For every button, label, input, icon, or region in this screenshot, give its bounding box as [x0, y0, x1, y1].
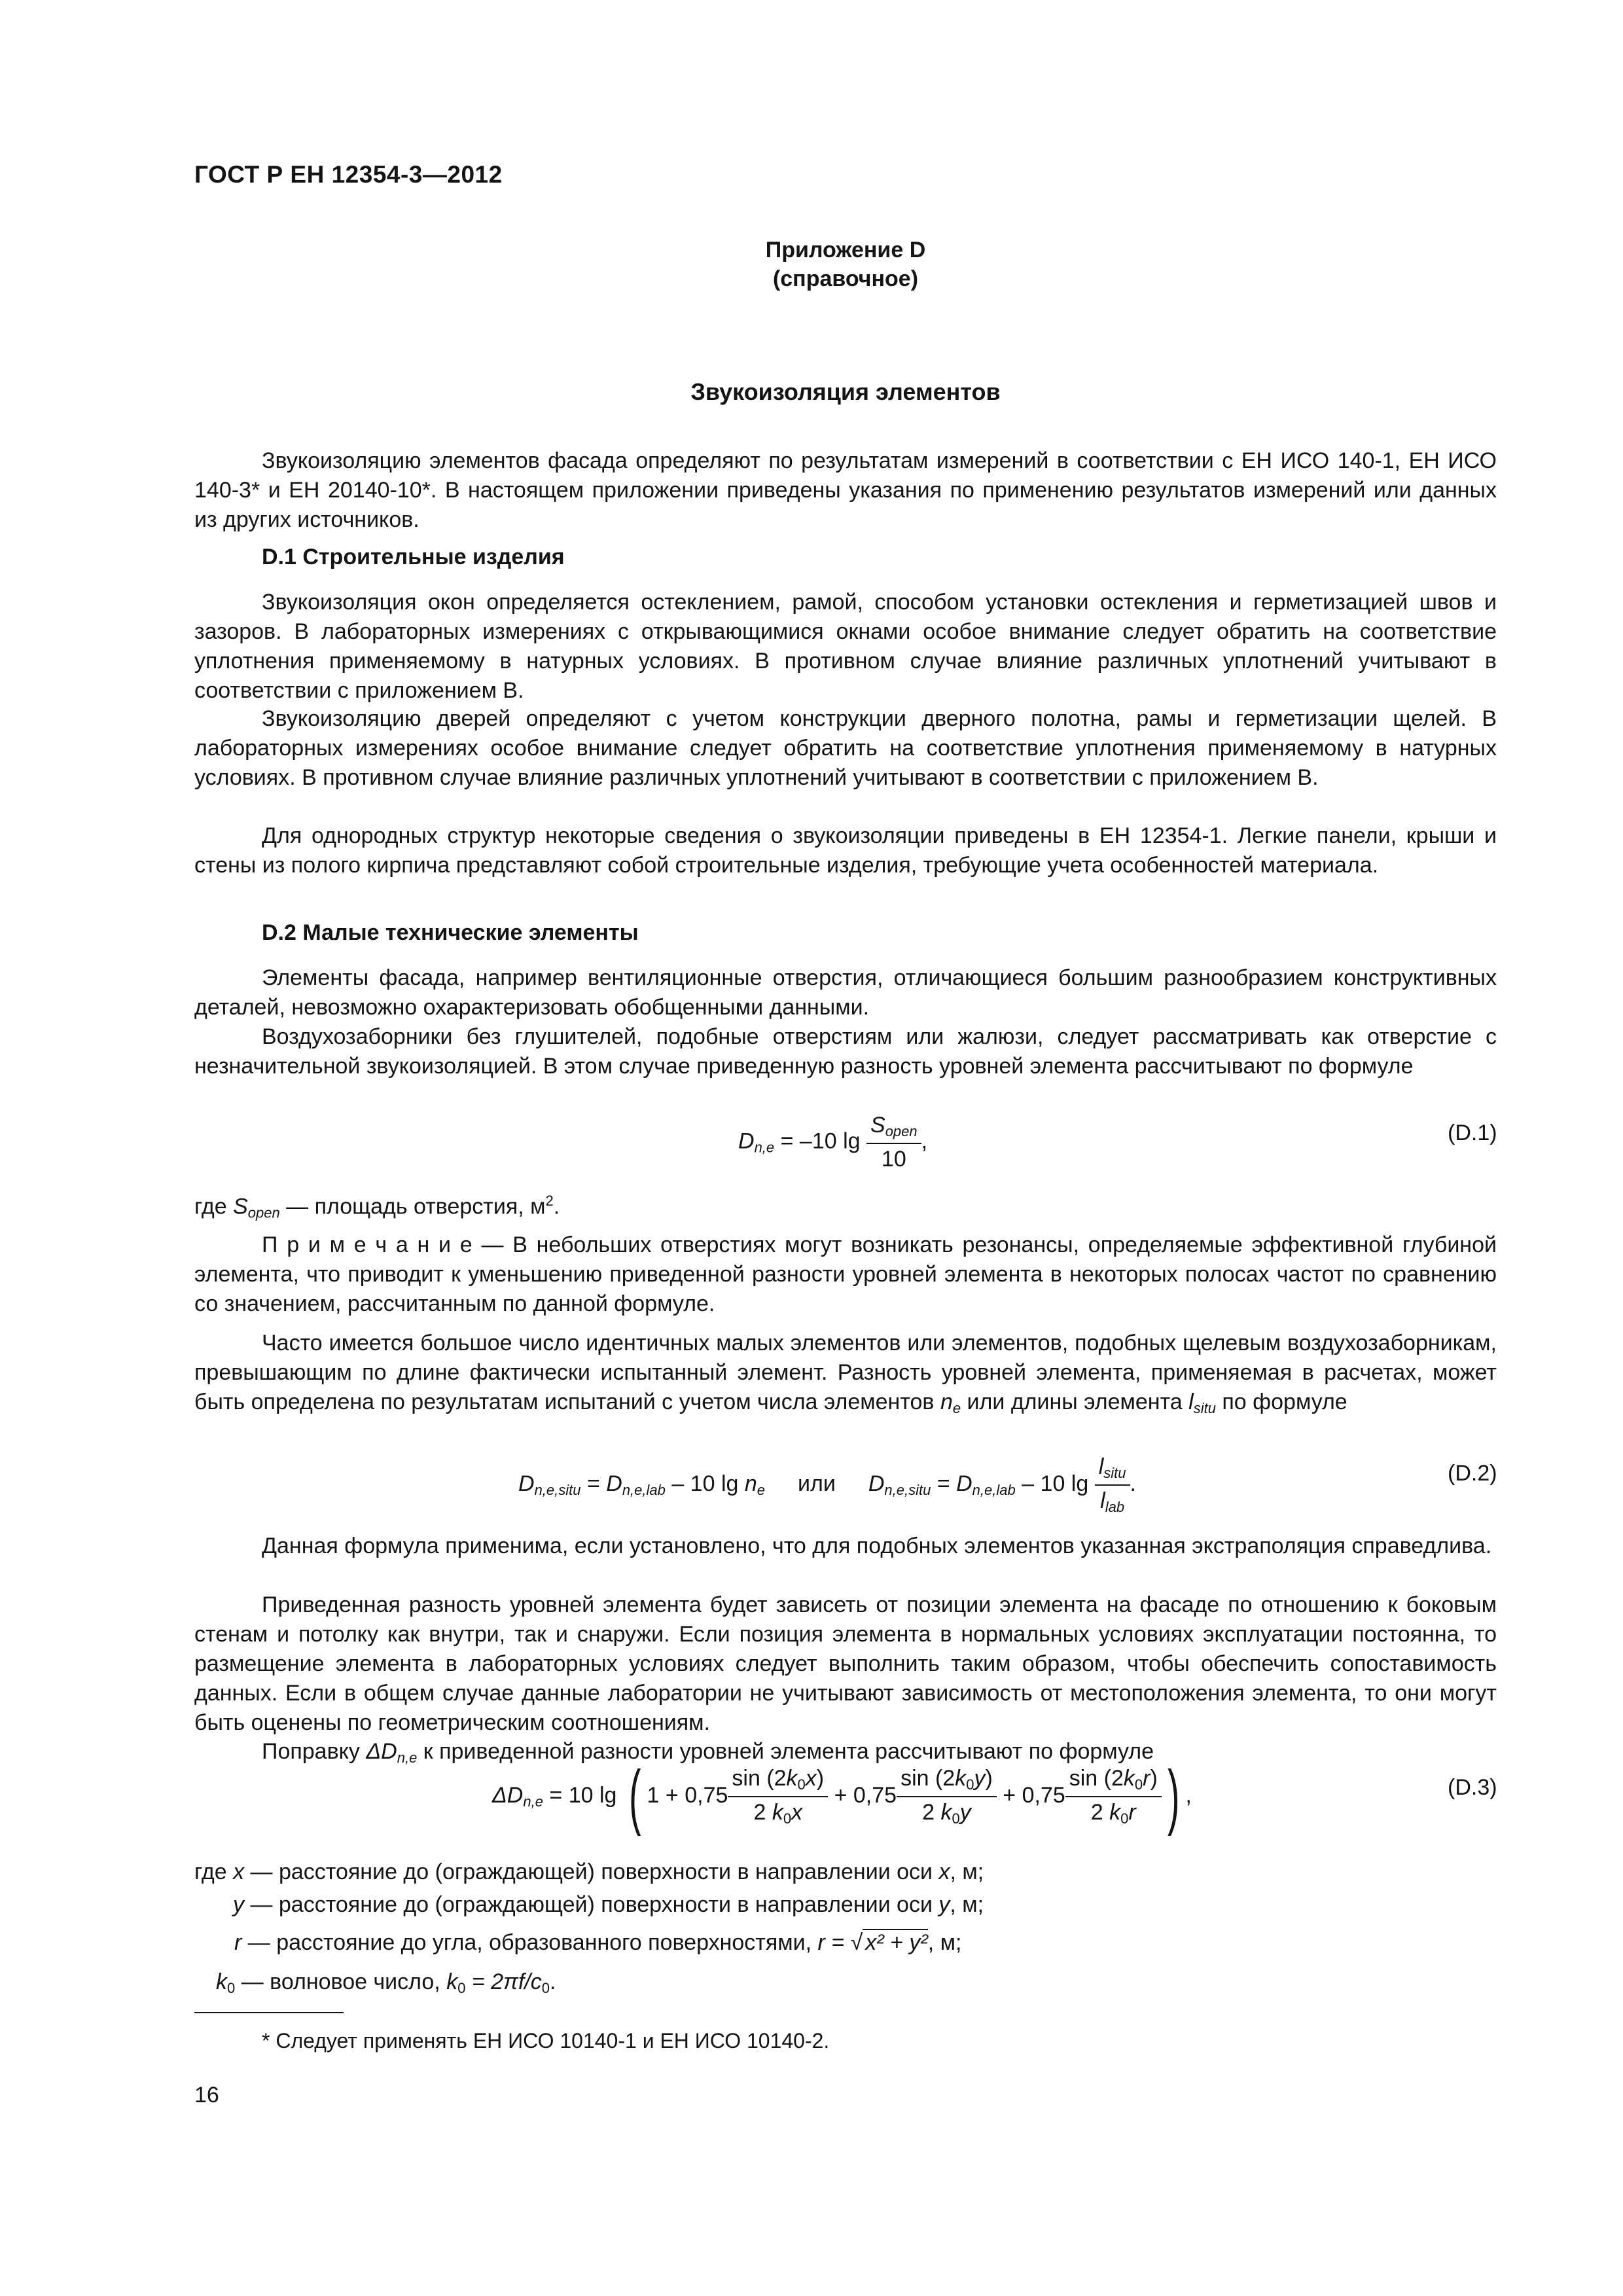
footnote-separator	[194, 2012, 344, 2013]
definition-x: где x — расстояние до (ограждающей) поверхности в направлении оси x, м;	[194, 1859, 984, 1884]
appendix-type: (справочное)	[772, 266, 919, 291]
paragraph-position-dependence: Приведенная разность уровней элемента будет зависеть от позиции элемента на фасаде по отношению к боковым стенам и потолку как внутри, так и снаружи. Если позиция элемента в нормальных условиях эксплуатации постоянна, то размещение элемента в лабораторных условиях следует выполнить таким образом, чтобы обеспечить сопоставимость данных. Если в общем случае данные лаборатории не учитывают зависимость от местоположения элемента, то они могут быть оценены по геометрическим соотношениям.	[194, 1592, 1497, 1735]
footnote: * Следует применять ЕН ИСО 10140-1 и ЕН ИСО 10140-2.	[262, 2029, 830, 2053]
where-s-open: где $S_{open}$ — площадь отверстия, $м^2$.	[194, 1193, 560, 1221]
definition-k0: $k_0$ — волновое число, $k_0 = 2\pi f/c_0$.	[216, 1969, 556, 1996]
heading-d2: D.2 Малые технические элементы	[262, 920, 639, 945]
equation-number-d3: (D.3)	[1448, 1775, 1497, 1800]
note-paragraph: П р и м е ч а н и е — В небольших отверстиях могут возникать резонансы, определяемые эффективной глубиной элемента, что приводит к уменьшению приведенной разности уровней элемента в некоторых полосах частот по сравнению со значением, рассчитанным по данной формуле.	[194, 1232, 1497, 1316]
definition-y: y — расстояние до (ограждающей) поверхности в направлении оси y, м;	[233, 1892, 984, 1917]
document-code-header: ГОСТ Р ЕН 12354-3—2012	[194, 161, 503, 188]
equation-d1: $D_{n,e} = -10$ lg $\frac{S_{open}}{10}$ ,	[738, 1113, 928, 1172]
appendix-heading	[194, 236, 1497, 293]
paragraph-facade-elements: Элементы фасада, например вентиляционные отверстия, отличающиеся большим разнообразием конструктивных деталей, невозможно охарактеризовать обобщенными данными.	[194, 965, 1497, 1020]
appendix-label: Приложение D	[765, 238, 926, 262]
equation-d2: $D_{n,e,situ} = D_{n,e,lab} - 10$ $\lg n_e$ или $D_{n,e,situ} = D_{n,e,lab} - 10$ lg $\frac{l_{situ}}{l_{lab}}$ .	[518, 1454, 1136, 1515]
paragraph-identical-elements: Часто имеется большое число идентичных малых элементов или элементов, подобных щелевым воздухозаборникам, превышающим по длине фактически испытанный элемент. Разность уровней элемента, применяемая в расчетах, может быть определена по результатам испытаний с учетом числа элементов $n_e$ или длины элемента $l_{situ}$ по формуле	[194, 1331, 1497, 1416]
heading-d1: D.1 Строительные изделия	[262, 545, 565, 569]
equation-number-d2: (D.2)	[1448, 1461, 1497, 1486]
definition-r: r — расстояние до угла, образованного поверхностями, r = √ x² + y², м;	[234, 1930, 962, 1955]
page-number: 16	[194, 2083, 219, 2108]
paragraph-correction: Поправку $\Delta D_{n,e}$ к приведенной разности уровней элемента рассчитывают по формуле	[262, 1739, 1154, 1766]
paragraph-doors: Звукоизоляцию дверей определяют с учетом конструкции дверного полотна, рамы и герметизации щелей. В лабораторных измерениях особое внимание следует обратить на соответствие уплотнения применяемому в натурных условиях. В противном случае влияние различных уплотнений учитывают в соответствии с приложением B.	[194, 706, 1497, 790]
intro-paragraph: Звукоизоляцию элементов фасада определяют по результатам измерений в соответствии с ЕН ИСО 140-1, ЕН ИСО 140-3* и ЕН 20140-10*. В настоящем приложении приведены указания по применению результатов измерений или данных из других источников.	[194, 448, 1497, 532]
paragraph-applicable: Данная формула применима, если установлено, что для подобных элементов указанная экстраполяция справедлива.	[262, 1534, 1492, 1558]
note-label: П р и м е ч а н и е	[262, 1232, 473, 1257]
paragraph-homogeneous: Для однородных структур некоторые сведения о звукоизоляции приведены в ЕН 12354-1. Легкие панели, крыши и стены из полого кирпича представляют собой строительные изделия, требующие учета особенностей материала.	[194, 823, 1497, 878]
section-title: Звукоизоляция элементов	[690, 378, 1001, 405]
paragraph-air-inlets: Воздухозаборники без глушителей, подобные отверстиям или жалюзи, следует рассматривать как отверстие с незначительной звукоизоляцией. В этом случае приведенную разность уровней элемента рассчитывают по формуле	[194, 1024, 1497, 1079]
equation-number-d1: (D.1)	[1448, 1121, 1497, 1145]
equation-d3: $\Delta D_{n,e} = 10$ lg ( 1 + 0,75 $\frac{\sin (2k_0x)}{2 k_0x}$ + 0,75 $\frac{\sin (2k_0y)}{2 k_0y}$ + 0,75 $\frac{\sin (2k_0r)}{2 k_0r}$ ) ,	[492, 1756, 1192, 1837]
paragraph-windows: Звукоизоляция окон определяется остеклением, рамой, способом установки остекления и герметизацией швов и зазоров. В лабораторных измерениях с открывающимися окнами особое внимание следует обратить на соответствие уплотнения применяемому в натурных условиях. В противном случае влияние различных уплотнений учитывают в соответствии с приложением B.	[194, 590, 1497, 703]
